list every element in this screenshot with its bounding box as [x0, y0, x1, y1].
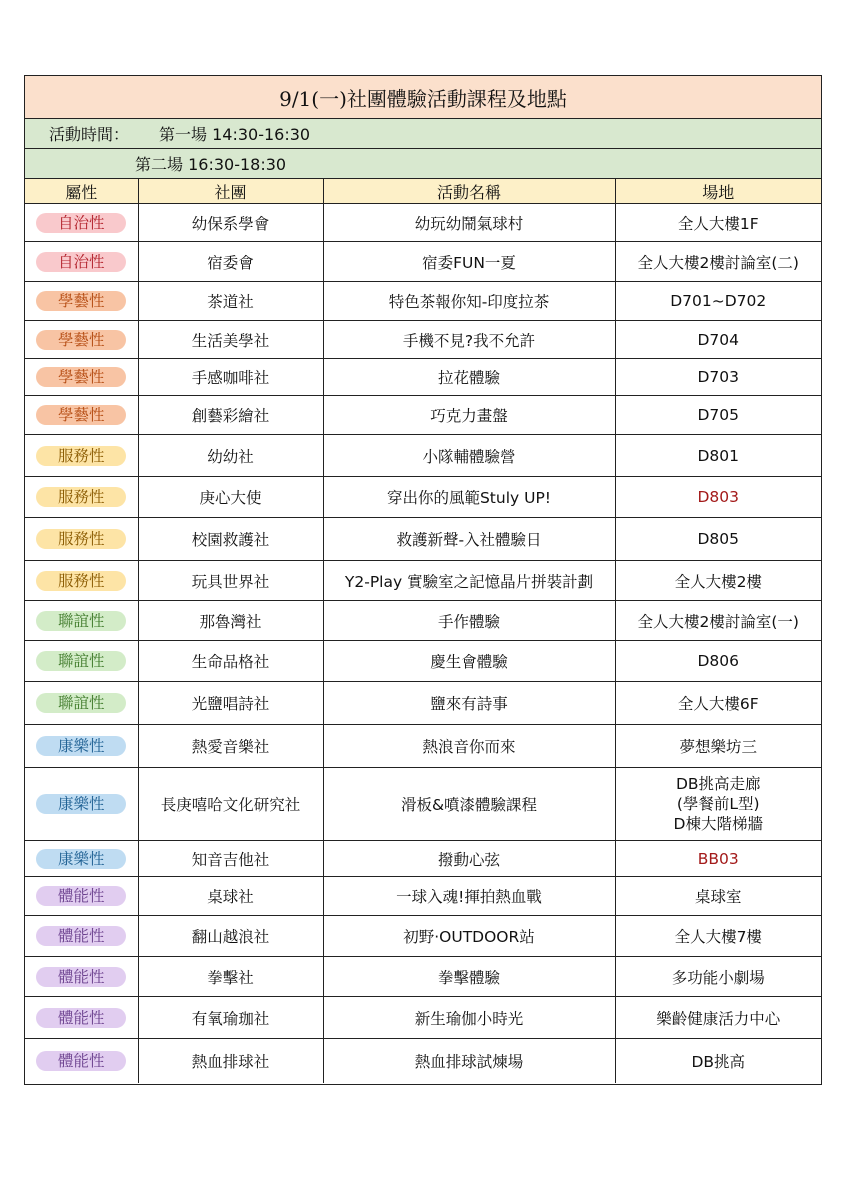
location-cell: BB03 [615, 841, 821, 877]
table-row [25, 601, 821, 641]
location-cell: 樂齡健康活力中心 [615, 997, 821, 1039]
club-cell: 幼幼社 [138, 435, 323, 477]
schedule-label: 活動時間： [49, 125, 130, 144]
category-cell [25, 601, 138, 641]
activity-cell: 穿出你的風範Stuly UP! [323, 477, 615, 518]
activity-cell: 幼玩幼鬧氣球村 [323, 204, 615, 242]
header-location: 場地 [615, 179, 821, 204]
table-row [25, 435, 821, 477]
location-cell: 全人大樓2樓討論室(一) [615, 601, 821, 641]
table-row [25, 477, 821, 518]
club-cell: 宿委會 [138, 242, 323, 282]
activity-cell: 熱血排球試煉場 [323, 1039, 615, 1083]
category-cell [25, 359, 138, 396]
category-cell [25, 1039, 138, 1083]
header-club: 社團 [138, 179, 323, 204]
activity-cell: 巧克力畫盤 [323, 396, 615, 435]
category-badge: 聯誼性 [36, 611, 126, 631]
category-cell [25, 768, 138, 841]
club-cell: 有氧瑜珈社 [138, 997, 323, 1039]
activity-cell: 慶生會體驗 [323, 641, 615, 682]
location-cell [615, 768, 821, 841]
club-cell: 熱愛音樂社 [138, 725, 323, 768]
table-row [25, 518, 821, 561]
table-row [25, 204, 821, 242]
category-cell [25, 282, 138, 321]
club-cell: 玩具世界社 [138, 561, 323, 601]
activity-cell: 拳擊體驗 [323, 957, 615, 997]
table-row [25, 561, 821, 601]
category-cell [25, 916, 138, 957]
activity-cell: 新生瑜伽小時光 [323, 997, 615, 1039]
location-cell: D705 [615, 396, 821, 435]
category-badge: 學藝性 [36, 405, 126, 425]
activity-cell: 手機不見?我不允許 [323, 321, 615, 359]
location-cell: 桌球室 [615, 877, 821, 916]
location-cell: 夢想樂坊三 [615, 725, 821, 768]
club-cell: 茶道社 [138, 282, 323, 321]
table-row [25, 282, 821, 321]
table-row [25, 997, 821, 1039]
activity-cell: 特色茶報你知-印度拉茶 [323, 282, 615, 321]
activity-cell: 滑板&噴漆體驗課程 [323, 768, 615, 841]
category-cell [25, 841, 138, 877]
club-cell: 翻山越浪社 [138, 916, 323, 957]
table-row [25, 841, 821, 877]
category-cell [25, 725, 138, 768]
category-badge: 聯誼性 [36, 651, 126, 671]
location-cell: D806 [615, 641, 821, 682]
category-cell [25, 682, 138, 725]
club-cell: 長庚嘻哈文化研究社 [138, 768, 323, 841]
table-row [25, 321, 821, 359]
category-badge: 體能性 [36, 1051, 126, 1071]
location-cell: 全人大樓7樓 [615, 916, 821, 957]
category-badge: 服務性 [36, 571, 126, 591]
club-cell: 那魯灣社 [138, 601, 323, 641]
table-row [25, 768, 821, 841]
location-cell: D701~D702 [615, 282, 821, 321]
activity-cell: Y2-Play 實驗室之記憶晶片拼裝計劃 [323, 561, 615, 601]
category-cell [25, 321, 138, 359]
table-row [25, 641, 821, 682]
table-row [25, 396, 821, 435]
table-row [25, 1039, 821, 1083]
category-cell [25, 477, 138, 518]
category-cell [25, 242, 138, 282]
activity-cell: 宿委FUN一夏 [323, 242, 615, 282]
table-row [25, 957, 821, 997]
category-badge: 自治性 [36, 213, 126, 233]
category-badge: 體能性 [36, 967, 126, 987]
location-cell: 多功能小劇場 [615, 957, 821, 997]
category-cell [25, 518, 138, 561]
activity-cell: 拉花體驗 [323, 359, 615, 396]
table-row [25, 242, 821, 282]
header-category: 屬性 [25, 179, 138, 204]
category-badge: 服務性 [36, 446, 126, 466]
session-row-1 [25, 119, 821, 149]
category-badge: 自治性 [36, 252, 126, 272]
table-row [25, 682, 821, 725]
location-cell: 全人大樓2樓 [615, 561, 821, 601]
location-cell: 全人大樓6F [615, 682, 821, 725]
club-cell: 生命品格社 [138, 641, 323, 682]
location-cell: DB挑高 [615, 1039, 821, 1083]
category-badge: 康樂性 [36, 736, 126, 756]
club-cell: 光鹽唱詩社 [138, 682, 323, 725]
category-badge: 康樂性 [36, 849, 126, 869]
activity-cell: 一球入魂!揮拍熱血戰 [323, 877, 615, 916]
table-header-row [25, 179, 821, 204]
club-cell: 生活美學社 [138, 321, 323, 359]
table-row [25, 725, 821, 768]
category-cell [25, 435, 138, 477]
location-cell: D704 [615, 321, 821, 359]
location-cell: D805 [615, 518, 821, 561]
session-1-time: 第一場 14:30-16:30 [159, 125, 311, 144]
table-row [25, 877, 821, 916]
category-badge: 體能性 [36, 886, 126, 906]
activity-cell: 撥動心弦 [323, 841, 615, 877]
category-cell [25, 561, 138, 601]
location-cell: 全人大樓1F [615, 204, 821, 242]
club-cell: 創藝彩繪社 [138, 396, 323, 435]
activity-cell: 小隊輔體驗營 [323, 435, 615, 477]
activity-cell: 初野·OUTDOOR站 [323, 916, 615, 957]
club-cell: 桌球社 [138, 877, 323, 916]
category-badge: 學藝性 [36, 291, 126, 311]
location-cell: 全人大樓2樓討論室(二) [615, 242, 821, 282]
activity-cell: 手作體驗 [323, 601, 615, 641]
table-row [25, 916, 821, 957]
club-cell: 校園救護社 [138, 518, 323, 561]
activity-cell: 鹽來有詩事 [323, 682, 615, 725]
category-cell [25, 957, 138, 997]
club-cell: 幼保系學會 [138, 204, 323, 242]
activity-table [25, 179, 821, 1083]
category-cell [25, 204, 138, 242]
category-cell [25, 641, 138, 682]
header-activity: 活動名稱 [323, 179, 615, 204]
category-badge: 服務性 [36, 529, 126, 549]
category-cell [25, 877, 138, 916]
category-cell [25, 396, 138, 435]
category-cell [25, 997, 138, 1039]
location-cell: D801 [615, 435, 821, 477]
activity-cell: 救護新聲-入社體驗日 [323, 518, 615, 561]
club-cell: 知音吉他社 [138, 841, 323, 877]
category-badge: 聯誼性 [36, 693, 126, 713]
category-badge: 康樂性 [36, 794, 126, 814]
page-title: 9/1(一)社團體驗活動課程及地點 [25, 76, 821, 119]
activity-cell: 熱浪音你而來 [323, 725, 615, 768]
location-line: D棟大階梯牆 [673, 815, 763, 833]
session-row-2 [25, 149, 821, 179]
session-2-time: 第二場 16:30-18:30 [135, 155, 287, 174]
club-cell: 熱血排球社 [138, 1039, 323, 1083]
schedule-sheet [24, 75, 822, 1085]
location-cell: D703 [615, 359, 821, 396]
category-badge: 服務性 [36, 487, 126, 507]
location-line: (學餐前L型) [676, 795, 760, 813]
club-cell: 拳擊社 [138, 957, 323, 997]
category-badge: 體能性 [36, 1008, 126, 1028]
club-cell: 庚心大使 [138, 477, 323, 518]
club-cell: 手感咖啡社 [138, 359, 323, 396]
location-cell: D803 [615, 477, 821, 518]
location-line: DB挑高走廊 [675, 775, 761, 793]
table-row [25, 359, 821, 396]
category-badge: 學藝性 [36, 367, 126, 387]
category-badge: 學藝性 [36, 330, 126, 350]
category-badge: 體能性 [36, 926, 126, 946]
